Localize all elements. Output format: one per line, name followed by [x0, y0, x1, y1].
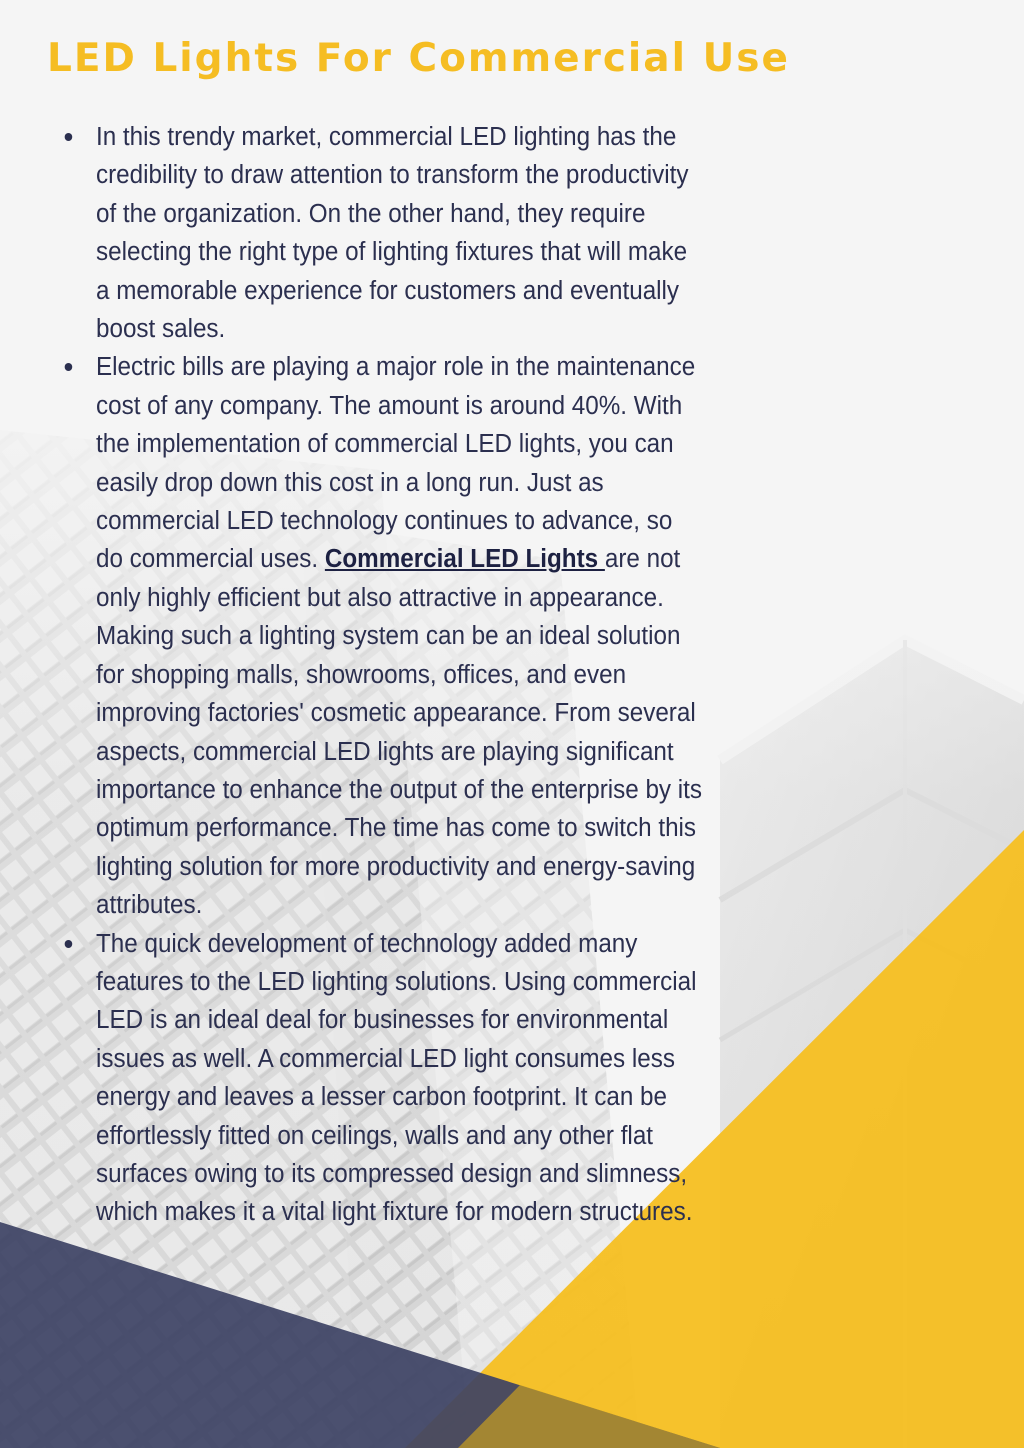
bullet-text: In this trendy market, commercial LED lighting has the credibility to draw attention to transform the productivity of the organization. On the other hand, they require selecting the right type of lighting fixtures that will make a memorable experience for customers and eventually boost sales. [96, 123, 689, 344]
commercial-led-lights-link[interactable]: Commercial LED Lights [324, 545, 605, 574]
bullet-text: The quick development of technology added many features to the LED lighting solutions. Using commercial LED is an ideal deal for businesses for environmental issues as well. A commercial LED light consumes less energy and leaves a lesser carbon footprint. It can be effortlessly fitted on ceilings, walls and any other flat surfaces owing to its compressed design and slimness, which makes it a vital light fixture for modern structures. [96, 929, 697, 1227]
list-item [96, 348, 704, 924]
bullet-icon [65, 133, 73, 141]
bullet-text: Electric bills are playing a major role in the maintenance cost of any company. The amount is around 40%. With the implementation of commercial LED lights, you can easily drop down this cost in a long run. Just as commercial LED technology continues to advance, so do commercial uses. [96, 353, 696, 574]
bullet-text-continued: are not only highly efficient but also attractive in appearance. Making such a lighting system can be an ideal solution for shopping malls, showrooms, offices, and even improving factories' cosmetic appearance. From several aspects, commercial LED lights are playing significant importance to enhance the output of the enterprise by its optimum performance. The time has come to switch this lighting solution for more productivity and energy-saving attributes. [96, 545, 703, 920]
list-item [96, 118, 704, 348]
bullet-icon [65, 363, 73, 371]
list-item [96, 925, 704, 1232]
page-title: LED Lights For Commercial Use [47, 36, 790, 81]
bullet-icon [65, 940, 73, 948]
bullet-list [96, 118, 704, 1232]
